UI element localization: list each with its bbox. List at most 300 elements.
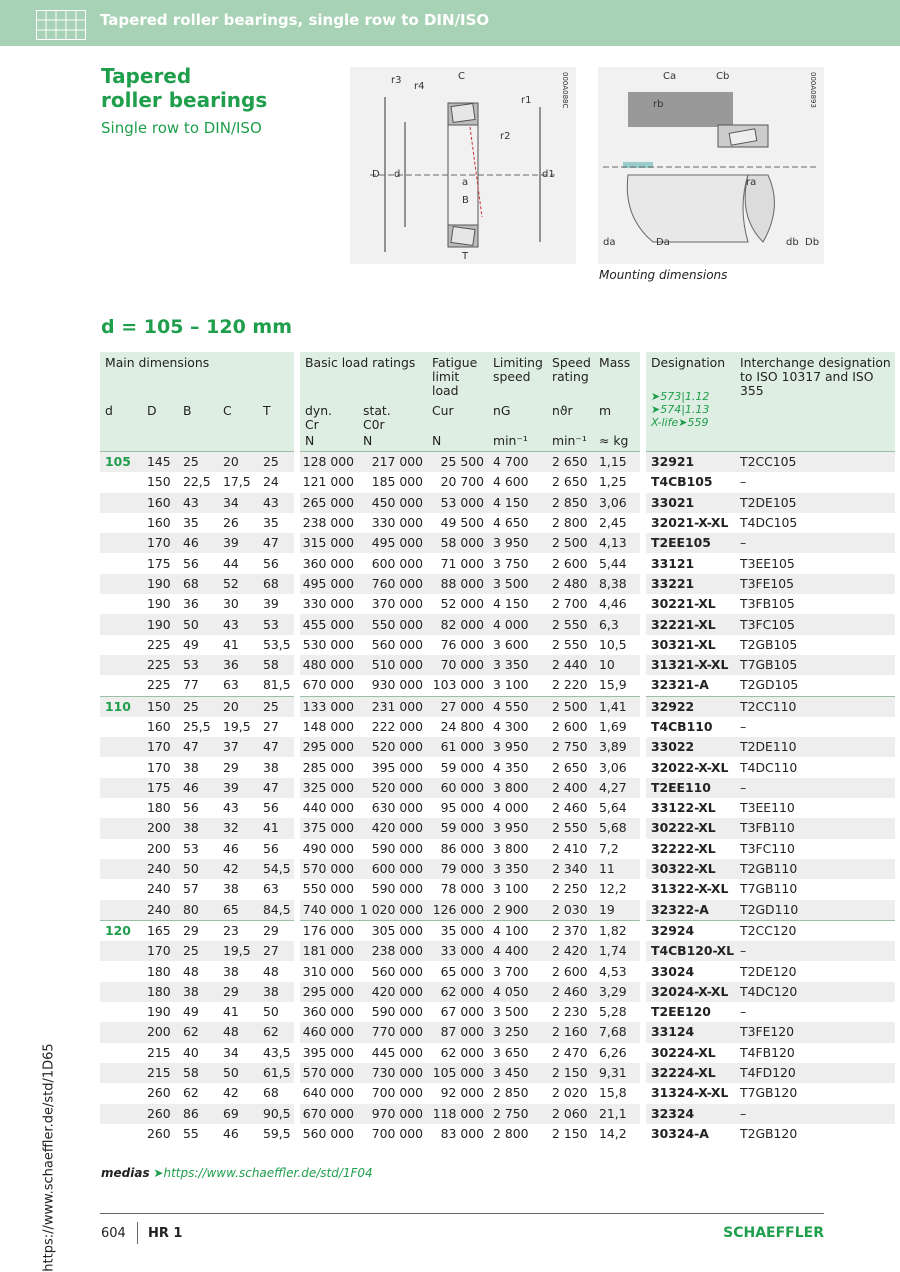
table-cell: 32224-XL (643, 1063, 735, 1083)
table-cell: 43 (258, 493, 297, 513)
table-cell: 3 350 (488, 859, 547, 879)
table-cell: 35 (263, 515, 279, 531)
table-cell (100, 1104, 142, 1124)
table-cell: T2EE120 (643, 1002, 735, 1022)
table-cell: 32222-XL (643, 839, 735, 859)
table-cell: 3 250 (488, 1022, 547, 1042)
table-cell (100, 574, 142, 594)
table-cell: 2 600 (552, 719, 588, 734)
table-cell: 12,2 (599, 881, 627, 897)
table-cell: 133 000 (297, 696, 358, 717)
table-cell: 38 (178, 818, 218, 838)
table-cell: 225 (147, 636, 171, 652)
table-cell: 33 000 (427, 941, 488, 961)
table-cell: 40 (183, 1044, 199, 1060)
table-cell: 32024-X-XL (643, 982, 735, 1002)
table-cell: 4 600 (493, 474, 529, 490)
table-cell: 38 (178, 982, 218, 1002)
table-cell: 440 000 (297, 798, 358, 818)
table-row (100, 614, 895, 634)
table-cell: 48 (263, 963, 279, 979)
table-cell: 10,5 (599, 636, 627, 652)
table-cell: 530 000 (297, 635, 358, 655)
table-cell: 30322-XL (643, 859, 735, 879)
table-row (100, 757, 895, 777)
table-header-units (100, 432, 895, 452)
table-cell: 58 000 (427, 533, 488, 553)
table-cell: 240 (147, 881, 171, 897)
table-cell: T4FB120 (740, 1044, 795, 1060)
table-cell: 295 000 (297, 737, 358, 757)
table-header-row-1 (100, 352, 895, 398)
sub-m: m (594, 398, 643, 432)
table-cell (100, 675, 142, 696)
table-cell: 128 000 (297, 452, 358, 473)
table-cell: 24 800 (440, 719, 484, 734)
table-cell: 25,5 (183, 719, 211, 734)
table-cell: 25 (258, 452, 297, 473)
unit-min-2: min⁻¹ (547, 432, 594, 452)
table-cell: 3 100 (493, 677, 529, 693)
table-cell: 52 000 (440, 596, 484, 612)
medias-link[interactable] (101, 1166, 373, 1180)
table-cell: 3 800 (493, 840, 529, 856)
table-cell: 480 000 (297, 655, 358, 675)
table-row (100, 961, 895, 981)
table-cell: 700 000 (371, 1085, 423, 1101)
table-cell: 375 000 (297, 818, 358, 838)
table-cell: 27 (263, 719, 279, 734)
table-cell: 2 340 (547, 859, 594, 879)
table-cell (100, 1063, 142, 1083)
table-cell: 53 000 (427, 493, 488, 513)
table-cell: 61,5 (258, 1063, 297, 1083)
table-cell: 30321-XL (643, 635, 735, 655)
table-row (100, 553, 895, 573)
table-cell: 238 000 (297, 513, 358, 533)
hdr-fatigue: Fatigue limit load (427, 352, 488, 398)
table-cell: T2GB105 (740, 636, 798, 652)
table-cell: 58 (178, 1063, 218, 1083)
table-cell: 62 000 (427, 982, 488, 1002)
table-cell: 2 410 (552, 840, 588, 856)
table-cell: 3 100 (493, 881, 529, 897)
figure-2-code: 000A0893 (809, 72, 817, 108)
table-cell: 32321-A (643, 675, 735, 696)
table-cell: T3EE105 (740, 555, 795, 571)
table-row (100, 737, 895, 757)
table-cell: – (735, 941, 895, 961)
table-cell: 930 000 (371, 677, 423, 693)
table-cell: 44 (223, 555, 239, 571)
table-cell: 3 600 (493, 636, 529, 652)
table-cell: T3EE110 (740, 800, 795, 816)
table-cell: 53,5 (263, 636, 291, 652)
table-cell: 2 470 (552, 1044, 588, 1060)
ref-1[interactable]: ➤573|1.12 (651, 390, 710, 403)
table-cell: T4DC110 (740, 759, 798, 775)
table-cell: 2 650 (552, 759, 588, 775)
label-D: D (372, 169, 380, 180)
table-cell: 360 000 (297, 553, 358, 573)
table-cell: 445 000 (371, 1044, 423, 1060)
table-cell: 53 (258, 614, 297, 634)
table-row (100, 1022, 895, 1042)
hdr-main-dimensions: Main dimensions (100, 352, 297, 398)
hdr-mass: Mass (594, 352, 643, 398)
table-cell: 26 (223, 515, 239, 531)
table-cell: 570 000 (297, 1063, 358, 1083)
table-cell: 170 (147, 759, 171, 775)
table-cell: 29 (223, 759, 239, 775)
table-cell: 4,46 (599, 596, 627, 612)
table-row (100, 635, 895, 655)
table-cell: 86 000 (440, 840, 484, 856)
table-cell: 160 (142, 493, 178, 513)
table-cell: 770 000 (358, 1022, 427, 1042)
table-row (100, 839, 895, 859)
table-cell: 68 (258, 574, 297, 594)
sub-Cr: Cr (305, 417, 319, 432)
table-row (100, 859, 895, 879)
unit-N-2: N (358, 432, 427, 452)
table-body (100, 452, 895, 1145)
table-cell: 24 (263, 474, 279, 490)
table-cell (100, 513, 142, 533)
table-cell: 2 550 (552, 636, 588, 652)
table-cell: 190 (142, 574, 178, 594)
table-cell: 160 (147, 515, 171, 531)
table-cell: 38 (183, 759, 199, 775)
figure-caption: Mounting dimensions (599, 268, 728, 282)
table-row (100, 920, 895, 941)
table-cell: 2 460 (552, 800, 588, 816)
table-cell: 2 600 (552, 963, 588, 979)
diameter-range-heading: d = 105 – 120 mm (101, 316, 293, 338)
table-cell: 49 500 (440, 515, 484, 531)
table-cell: 4 050 (488, 982, 547, 1002)
table-cell: 3 500 (488, 574, 547, 594)
table-cell: 181 000 (297, 941, 358, 961)
table-cell: 330 000 (371, 515, 423, 531)
table-cell: 3 650 (493, 1044, 529, 1060)
table-cell: 42 (218, 859, 258, 879)
table-cell: 84,5 (258, 900, 297, 921)
table-cell: 6,26 (599, 1044, 627, 1060)
table-cell: 590 000 (371, 881, 423, 897)
table-cell: 65 (218, 900, 258, 921)
table-cell: 1,15 (594, 452, 643, 473)
table-cell: T2CC110 (735, 696, 895, 717)
table-cell: 58 (258, 655, 297, 675)
table-cell: 520 000 (358, 778, 427, 798)
table-cell: 3 950 (488, 533, 547, 553)
sub-C0r: C0r (363, 417, 385, 432)
table-row (100, 798, 895, 818)
table-cell: 3 350 (488, 655, 547, 675)
table-cell: 105 000 (427, 1063, 488, 1083)
table-cell: T3FB110 (735, 818, 895, 838)
table-cell: 63 (263, 881, 279, 897)
table-row (100, 493, 895, 513)
table-cell: 2,45 (599, 515, 627, 531)
table-cell: 53 (183, 840, 199, 856)
table-cell: 240 (142, 859, 178, 879)
table-cell (100, 798, 142, 818)
bearing-section-figure (350, 67, 576, 264)
table-row (100, 574, 895, 594)
table-cell: 4 000 (488, 614, 547, 634)
table-cell: 395 000 (297, 1043, 358, 1063)
table-cell: 15,8 (599, 1085, 627, 1101)
table-cell: 4,53 (599, 963, 627, 979)
table-cell: T3FE105 (735, 574, 895, 594)
table-cell: – (735, 778, 895, 798)
table-cell: 32324 (643, 1104, 735, 1124)
table-cell: 30224-XL (643, 1043, 735, 1063)
table-cell (100, 614, 142, 634)
table-cell: 4 000 (493, 800, 529, 816)
table-cell: 2 420 (547, 941, 594, 961)
table-cell: 35 000 (427, 920, 488, 941)
page-number: 604 (101, 1226, 126, 1241)
table-row (100, 472, 895, 492)
hdr-speed: Speed rating (547, 352, 594, 398)
table-cell: 550 000 (358, 614, 427, 634)
table-cell (100, 1022, 142, 1042)
table-cell: 2 700 (552, 596, 588, 612)
table-cell: T2EE110 (643, 778, 735, 798)
table-row (100, 818, 895, 838)
table-cell (100, 859, 142, 879)
table-cell: 48 (183, 963, 199, 979)
table-cell: 23 (218, 920, 258, 941)
table-cell: 21,1 (594, 1104, 643, 1124)
sub-C: C (218, 398, 258, 432)
table-cell: 2 020 (552, 1085, 588, 1101)
table-cell: 95 000 (440, 800, 484, 816)
table-cell: 43 (218, 614, 258, 634)
table-cell (100, 839, 142, 859)
table-cell: T3FB105 (740, 596, 795, 612)
table-cell: 47 (258, 778, 297, 798)
table-cell: T2GD110 (735, 900, 895, 921)
table-cell: T2DE105 (735, 493, 895, 513)
table-cell: 4 100 (488, 920, 547, 941)
table-cell: 4 650 (493, 515, 529, 531)
table-cell: 150 (147, 474, 171, 490)
table-cell: 4,13 (594, 533, 643, 553)
table-cell: 2 460 (547, 982, 594, 1002)
hdr-designation-label: Designation (651, 355, 726, 370)
ref-2[interactable]: ➤574|1.13 (651, 403, 710, 416)
table-cell: 19,5 (218, 941, 258, 961)
figure-1-code: 000A088C (561, 72, 569, 109)
table-cell: 32 (218, 818, 258, 838)
table-cell: 52 (218, 574, 258, 594)
banner-title: Tapered roller bearings, single row to DIN/ISO (100, 11, 490, 29)
table-cell: 3 750 (493, 555, 529, 571)
document-id: HR 1 (148, 1226, 183, 1241)
table-cell (100, 1083, 142, 1103)
table-cell: 2 750 (547, 737, 594, 757)
label-ra: ra (746, 177, 757, 188)
table-cell: 600 000 (371, 555, 423, 571)
table-cell: 14,2 (599, 1125, 627, 1141)
label-r3: r3 (391, 75, 402, 86)
table-cell: 121 000 (297, 472, 358, 492)
table-cell: 2 550 (547, 818, 594, 838)
table-cell: 1,69 (599, 719, 627, 734)
table-cell: 38 (223, 963, 239, 979)
table-cell: 175 (142, 778, 178, 798)
table-cell: 6,3 (594, 614, 643, 634)
table-cell: 7,68 (594, 1022, 643, 1042)
table-cell: 170 (142, 941, 178, 961)
table-cell: 2 160 (547, 1022, 594, 1042)
ref-3[interactable]: X-life➤559 (651, 416, 709, 429)
table-cell: 3 700 (493, 963, 529, 979)
table-cell: T4CB105 (643, 472, 735, 492)
table-cell: 4 150 (493, 596, 529, 612)
table-cell: T2CC105 (735, 452, 895, 473)
table-cell: 2 440 (547, 655, 594, 675)
table-cell: 238 000 (358, 941, 427, 961)
table-cell: 22,5 (183, 474, 211, 490)
table-cell: 47 (258, 533, 297, 553)
table-row (100, 696, 895, 717)
table-cell: 62 (183, 1085, 199, 1101)
table-cell: 56 (183, 800, 199, 816)
table-cell: 79 000 (427, 859, 488, 879)
table-cell: 82 000 (427, 614, 488, 634)
table-cell: 32021-X-XL (643, 513, 735, 533)
table-cell: 39 (263, 596, 279, 612)
table-cell: 231 000 (358, 696, 427, 717)
medias-label: medias (101, 1166, 150, 1180)
table-cell: 103 000 (432, 677, 484, 693)
table-cell (100, 594, 142, 614)
table-cell: 170 (142, 737, 178, 757)
table-cell: T2DE110 (735, 737, 895, 757)
table-cell: 62 000 (440, 1044, 484, 1060)
table-row (100, 1002, 895, 1022)
table-cell: 61 000 (427, 737, 488, 757)
table-cell: 2 030 (547, 900, 594, 921)
table-cell: 31321-X-XL (643, 655, 735, 675)
page-title (101, 64, 267, 112)
table-cell: 30324-A (643, 1124, 735, 1144)
table-row (100, 1083, 895, 1103)
table-cell: 2 800 (552, 515, 588, 531)
table-cell: 260 (142, 1104, 178, 1124)
table-cell: 200 (142, 818, 178, 838)
table-cell: 9,31 (594, 1063, 643, 1083)
table-cell: 59 000 (427, 818, 488, 838)
table-cell: 25 (178, 696, 218, 717)
footer-separator (137, 1222, 138, 1244)
table-cell: 118 000 (427, 1104, 488, 1124)
table-cell: 1,41 (594, 696, 643, 717)
table-cell: T7GB120 (740, 1085, 798, 1101)
table-cell: 510 000 (358, 655, 427, 675)
table-cell: 57 (183, 881, 199, 897)
label-T: T (462, 251, 469, 262)
table-cell: 62 (178, 1022, 218, 1042)
table-cell: 145 (142, 452, 178, 473)
table-cell: 32322-A (643, 900, 735, 921)
table-cell: T2GB110 (735, 859, 895, 879)
table-cell: 56 (263, 840, 279, 856)
table-cell: 2 650 (547, 452, 594, 473)
table-cell: 120 (100, 920, 142, 941)
table-cell: T4DC120 (735, 982, 895, 1002)
table-cell: 46 (178, 778, 218, 798)
table-row (100, 778, 895, 798)
top-banner (0, 0, 900, 46)
table-cell: 67 000 (440, 1004, 484, 1020)
table-cell: 640 000 (297, 1083, 358, 1103)
label-a: a (462, 177, 469, 188)
table-cell: 3 450 (488, 1063, 547, 1083)
table-cell (100, 1002, 142, 1022)
side-url[interactable]: https://www.schaeffler.de/std/1D65 (41, 1043, 57, 1272)
table-cell: 19 (594, 900, 643, 921)
table-cell: 46 (223, 840, 239, 856)
table-cell: 176 000 (297, 920, 358, 941)
table-cell: 315 000 (297, 533, 358, 553)
table-cell: 560 000 (297, 1124, 358, 1144)
medias-url[interactable]: ➤https://www.schaeffler.de/std/1F04 (153, 1166, 373, 1180)
table-cell: 7,2 (599, 840, 619, 856)
table-cell: 30222-XL (643, 818, 735, 838)
table-cell: 215 (147, 1044, 171, 1060)
label-Ca: Ca (663, 71, 677, 82)
table-cell: 3,06 (599, 759, 627, 775)
unit-min-1: min⁻¹ (488, 432, 547, 452)
table-cell: 560 000 (371, 963, 423, 979)
table-cell: 71 000 (440, 555, 484, 571)
table-row (100, 717, 895, 737)
table-cell: 41 (223, 1004, 239, 1020)
table-cell (100, 553, 142, 573)
sub-B: B (178, 398, 218, 432)
label-d1: d1 (542, 169, 555, 180)
table-cell: 87 000 (427, 1022, 488, 1042)
table-cell: 560 000 (371, 636, 423, 652)
table-cell: 81,5 (263, 677, 291, 693)
table-cell: 63 (223, 677, 239, 693)
table-cell: 450 000 (358, 493, 427, 513)
table-cell: 520 000 (358, 737, 427, 757)
table-cell: 420 000 (358, 982, 427, 1002)
table-cell: 34 (218, 493, 258, 513)
table-cell: 370 000 (371, 596, 423, 612)
table-cell: 41 (223, 636, 239, 652)
table-row (100, 879, 895, 899)
table-cell (100, 1043, 142, 1063)
table-cell: 200 (147, 840, 171, 856)
table-cell: 1,74 (594, 941, 643, 961)
table-cell: 730 000 (358, 1063, 427, 1083)
sub-Cur: Cur (427, 398, 488, 432)
table-cell: 32924 (643, 920, 735, 941)
table-row (100, 533, 895, 553)
table-cell: 105 (100, 452, 142, 473)
table-cell: 285 000 (297, 757, 358, 777)
table-cell: 180 (147, 963, 171, 979)
table-cell: 10 (594, 655, 643, 675)
